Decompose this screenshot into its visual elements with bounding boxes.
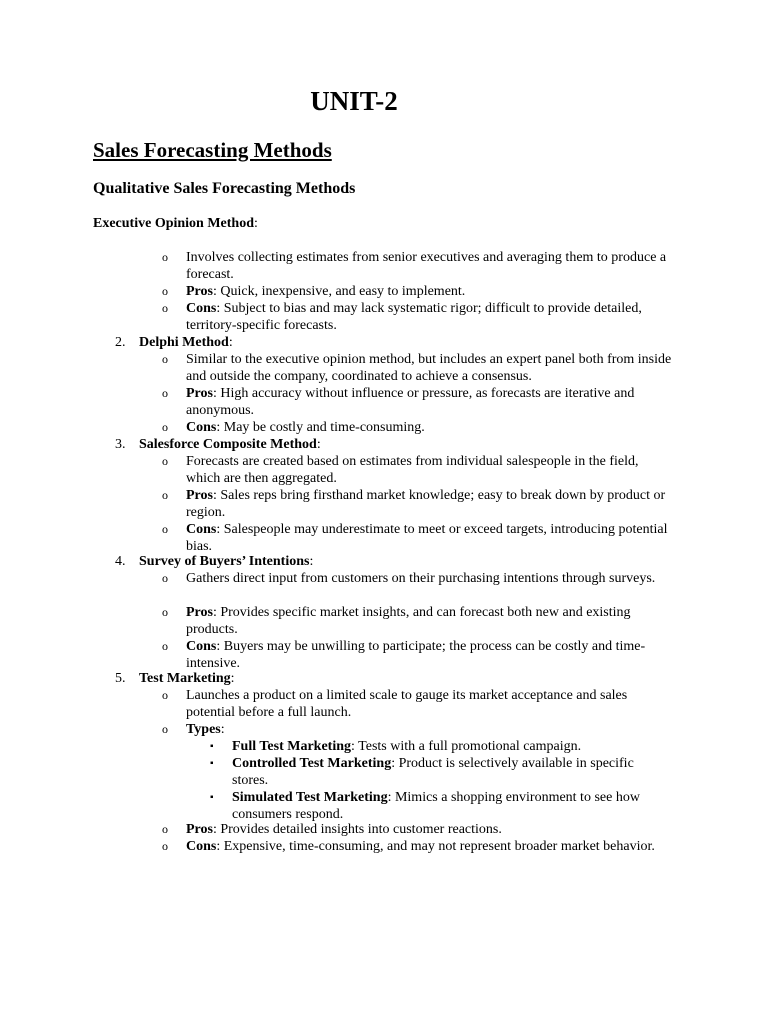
- method-name: Test Marketing: [139, 671, 231, 686]
- item-label: Types: [186, 722, 221, 737]
- item-label: Pros: [186, 822, 213, 837]
- item-text: : Buyers may be unwilling to participate; the process can be costly and time-intensive.: [186, 639, 646, 671]
- item-text: Launches a product on a limited scale to gauge its market acceptance and sales potential before a full launch.: [186, 688, 628, 720]
- method-heading-test-marketing: [115, 670, 235, 687]
- type-label: Full Test Marketing: [232, 739, 352, 754]
- bullet-marker: o: [162, 688, 168, 702]
- method-suffix: :: [254, 216, 258, 231]
- bullet-marker: o: [162, 386, 168, 400]
- bullet-marker: o: [162, 605, 168, 619]
- item-label: Cons: [186, 639, 217, 654]
- method-number: 5.: [115, 671, 126, 686]
- bullet-marker: o: [162, 488, 168, 502]
- bullet-marker: o: [162, 420, 168, 434]
- item-text: : Sales reps bring firsthand market knowledge; easy to break down by product or region.: [186, 488, 666, 520]
- item-text: Gathers direct input from customers on their purchasing intentions through surveys.: [186, 571, 656, 586]
- item-text: Similar to the executive opinion method, but includes an expert panel both from inside and outside the company, coordinated to achieve a consensus.: [186, 352, 672, 384]
- type-text: : Tests with a full promotional campaign.: [351, 739, 582, 754]
- method-suffix: :: [316, 437, 321, 452]
- square-marker: ▪: [210, 758, 214, 769]
- type-text: : Product is selectively available in specific stores.: [232, 756, 634, 788]
- item-text: :: [220, 722, 225, 737]
- item-text: : High accuracy without influence or pressure, as forecasts are iterative and anonymous.: [186, 386, 635, 418]
- bullet-marker: o: [162, 722, 168, 736]
- method-heading-survey-buyers: [115, 553, 313, 570]
- item-text: : Quick, inexpensive, and easy to implement.: [212, 284, 466, 299]
- method-heading-delphi: [115, 334, 233, 351]
- item-label: Cons: [186, 420, 217, 435]
- item-label: Cons: [186, 522, 217, 537]
- method-suffix: :: [230, 671, 235, 686]
- square-marker: ▪: [210, 792, 214, 803]
- bullet-marker: o: [162, 639, 168, 653]
- item-label: Pros: [186, 488, 213, 503]
- method-name: Delphi Method: [139, 335, 229, 350]
- method-heading-executive-opinion: [93, 215, 258, 232]
- bullet-marker: o: [162, 571, 168, 585]
- type-text: : Mimics a shopping environment to see how consumers respond.: [232, 790, 640, 822]
- item-text: Involves collecting estimates from senior executives and averaging them to produce a forecast.: [186, 250, 667, 282]
- bullet-marker: o: [162, 454, 168, 468]
- item-label: Pros: [186, 605, 213, 620]
- item-text: : Provides detailed insights into customer reactions.: [212, 822, 502, 837]
- bullet-marker: o: [162, 301, 168, 315]
- item-label: Cons: [186, 301, 217, 316]
- item-text: : Salespeople may underestimate to meet or exceed targets, introducing potential bias.: [186, 522, 668, 554]
- item-label: Pros: [186, 284, 213, 299]
- item-text: : Provides specific market insights, and can forecast both new and existing products.: [186, 605, 631, 637]
- bullet-marker: o: [162, 522, 168, 536]
- type-label: Controlled Test Marketing: [232, 756, 392, 771]
- subsection-title: Qualitative Sales Forecasting Methods: [93, 180, 356, 197]
- bullet-marker: o: [162, 839, 168, 853]
- unit-title: UNIT-2: [310, 86, 398, 116]
- type-label: Simulated Test Marketing: [232, 790, 388, 805]
- bullet-marker: o: [162, 284, 168, 298]
- bullet-marker: o: [162, 822, 168, 836]
- item-text: : Subject to bias and may lack systematic rigor; difficult to provide detailed, territory-specific forecasts.: [186, 301, 642, 333]
- section-title: Sales Forecasting Methods: [93, 138, 332, 162]
- method-heading-salesforce-composite: [115, 436, 321, 453]
- item-label: Pros: [186, 386, 213, 401]
- method-name: Executive Opinion Method: [93, 216, 255, 231]
- method-number: 4.: [115, 554, 126, 569]
- square-marker: ▪: [210, 741, 214, 752]
- item-text: : Expensive, time-consuming, and may not represent broader market behavior.: [216, 839, 655, 854]
- method-name: Salesforce Composite Method: [139, 437, 317, 452]
- method-name: Survey of Buyers’ Intentions: [139, 554, 310, 569]
- method-number: 2.: [115, 335, 126, 350]
- item-label: Cons: [186, 839, 217, 854]
- method-number: 3.: [115, 437, 126, 452]
- bullet-marker: o: [162, 250, 168, 264]
- item-text: Forecasts are created based on estimates from individual salespeople in the field, which are then aggregated.: [186, 454, 639, 486]
- bullet-marker: o: [162, 352, 168, 366]
- item-text: : May be costly and time-consuming.: [216, 420, 425, 435]
- method-suffix: :: [228, 335, 233, 350]
- method-suffix: :: [309, 554, 314, 569]
